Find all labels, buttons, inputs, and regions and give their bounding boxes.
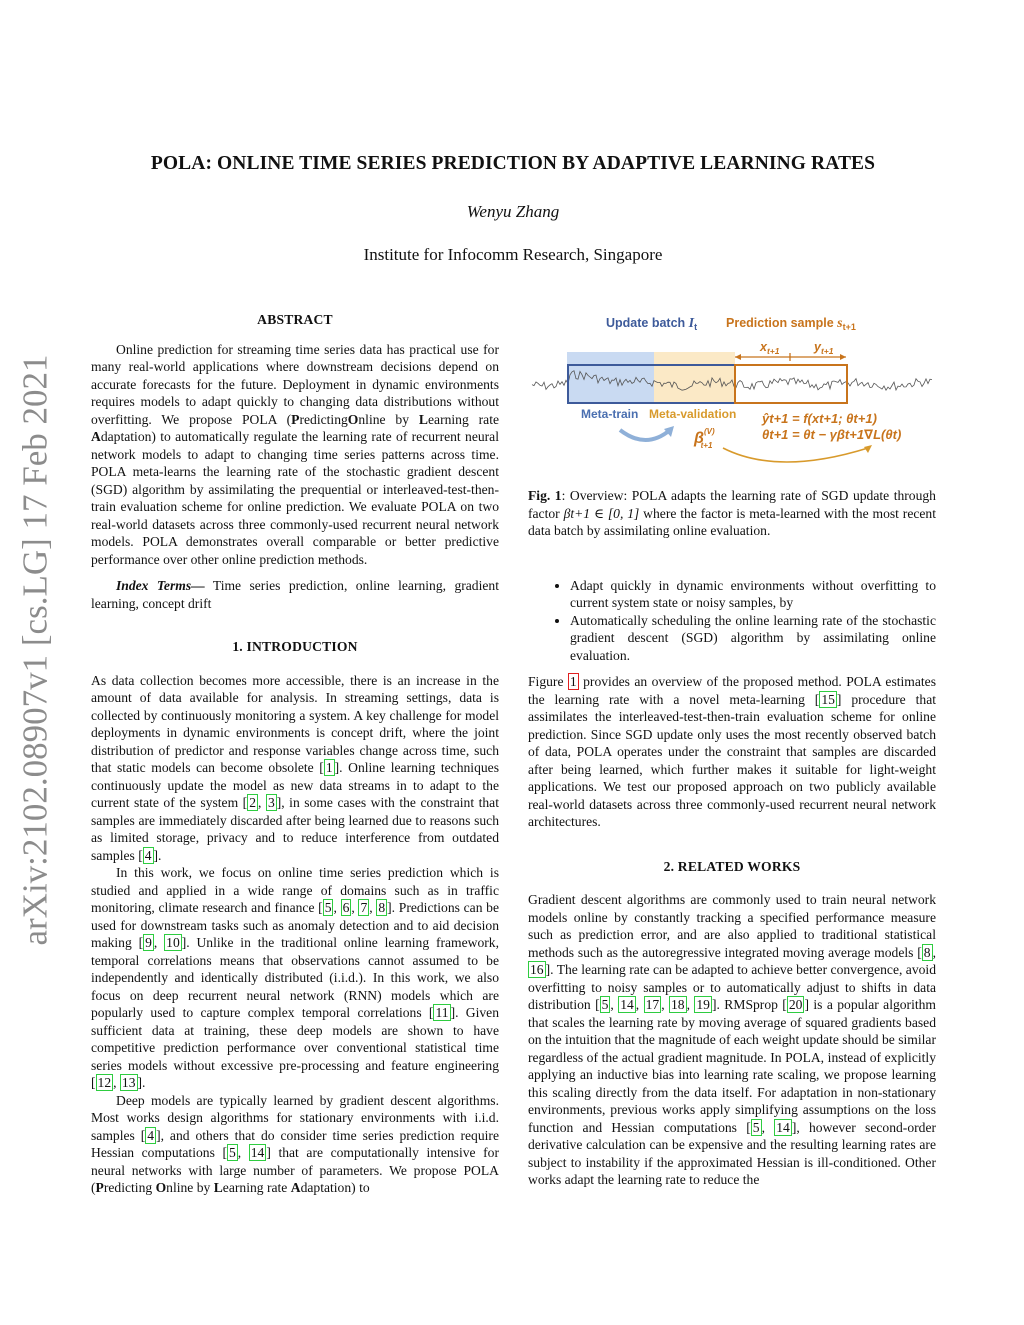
intro-paragraph-1: As data collection becomes more accessible, there is an increase in the amount of data available for analysis. In streaming settings, data is collected by continuously monitoring a system. A key challenge for model deployments in dynamic environments is concept drift, where the joint distribution of predictor and response variables change across time, such that static models can become obsolete [ 1 ]. Online learning techniques continuously update the model as new data streams in to adapt to the current state of the system [ 2 , 3 ], in some cases with the constraint that samples are immediately discarded after being learned due to reasons such as limited storage, privacy and to reduce interference from outdated samples [ 4 ]. [91,672,499,863]
abstract-heading: ABSTRACT [257,312,333,327]
citation-link[interactable]: 18 [670,997,685,1012]
citation-link[interactable]: 10 [166,935,180,950]
citation-link[interactable]: 16 [530,962,544,977]
related-paragraph: Gradient descent algorithms are commonly used to train neural network models online by constantly tracking a specified performance measure such as prediction error, and are also applied to traditional statistical methods such as the autoregressive integrated moving average models [ 8 , 16 ]. The learning rate can be adapted to achieve better convergence, avoid overfitting to noisy samples or to automatically adjust to shifts in data distribution [ 5 , 14 , 17 , 18 , 19 ]. RMSprop [ 20 ] is a popular algorithm that scales the learning rate by moving average of squared gradients based on the intuition that the magnitude of each weight update should be similar regardless of the actual gradient magnitude. In POLA, instead of explicitly applying an inductive bias into learning rate scaling, we propose learning this scaling directly from the data itself. For adaptation in non-stationary environments, previous works apply simplifying assumptions on the loss function and Hessian computations [ 5 , 14 ], however second-order derivative calculation can be expensive and the resulting learning rates are subject to instability if the approximated Hessian is ill-conditioned. Other works adapt the learning rate to reduce the [528,892,937,1187]
citation-link[interactable]: 14 [620,997,634,1012]
citation-link[interactable]: 8 [378,900,386,915]
citation-link[interactable]: 3 [267,795,275,810]
paper-title: POLA: ONLINE TIME SERIES PREDICTION BY ADAPTIVE LEARNING RATES [150,153,876,174]
meta-train-label: Meta-train [581,407,639,421]
citation-link[interactable]: 15 [821,691,835,707]
citation-link[interactable]: 5 [752,1119,760,1135]
intro-paragraph-3: Deep models are typically learned by gradient descent algorithms. Most works design algorithms for stationary environments with i.i.d. samples [ 4 ], and others that do consider time series prediction require Hessian computations [ 5 , 14 ] that are computationally intensive for neural networks with large number of parameters. We propose POLA (Predicting Online by Learning rate Adaptation) to [91,1092,500,1195]
citation-link[interactable]: 2 [249,795,257,810]
citation-link[interactable]: 20 [788,997,803,1012]
arrow-right-icon [840,354,846,360]
abstract-text: Online prediction for streaming time series data has practical use for many real-world applications where downstream decisions depend on accurate forecasts for the future. Deployment in dynamic environments requires models to adapt quickly to changing data distributions without overfitting. We propose POLA (PredictingOnline by Learning rate Adaptation) to automatically regulate the learning rate of recurrent neural network models to adapt to changing time series patterns across time. POLA meta-learns the learning rate of the stochastic gradient descent (SGD) algorithm by assimilating the prequential or interleaved-test-then-train evaluation scheme for online prediction. We evaluate POLA on two real-world datasets across three commonly-used recurrent neural network models. POLA demonstrates overall comparable or better predictive performance over other online prediction methods. [91,341,500,567]
citation-link[interactable]: 5 [601,997,609,1012]
intro-heading: 1. INTRODUCTION [232,639,358,654]
meta-validation-region [654,352,735,403]
citation-link[interactable]: 9 [145,935,152,950]
citation-link[interactable]: 8 [923,944,931,960]
citation-link[interactable]: 14 [250,1145,265,1160]
update-batch-label: Update batch $I_t$ [606,316,698,332]
citation-link[interactable]: 6 [342,900,350,915]
citation-link[interactable]: 13 [121,1075,136,1090]
arrow-left-icon [735,354,741,360]
contribution-list [528,577,936,665]
citation-link[interactable]: 5 [228,1145,236,1160]
x-label: $x_{t+1}$ [760,340,780,356]
list-item: • Adapt quickly in dynamic environments without overfitting to current system state or noisy samples, by [570,577,936,612]
citation-link[interactable]: 4 [144,847,152,863]
beta-label: $\beta^{(V)}$ t+1 [694,427,715,450]
author: Wenyu Zhang [466,202,560,221]
citation-link[interactable]: 17 [645,997,660,1012]
citation-link[interactable]: 19 [696,997,710,1012]
citation-link[interactable]: 4 [147,1127,155,1143]
meta-arrow [620,430,670,440]
citation-link[interactable]: 11 [435,1005,449,1020]
figure-caption: Fig. 1: Overview: POLA adapts the learning rate of SGD update through factor βt+1 ∈ [0, 1] where the factor is meta-learned with the most recent data batch by assimilating online evaluation. [528,488,936,538]
citation-link[interactable]: 14 [776,1119,790,1135]
update-arrow [723,448,868,462]
overview-paragraph: Figure 1 provides an overview of the proposed method. POLA estimates the learning rate with a novel meta-learning [ 15 ] procedure that assimilates the interleaved-test-then-train evaluation scheme for online prediction. Since SGD update only uses the most recently observed batch of data, POLA operates under the constraint that samples are discarded after being learned, which further makes it suitable for light-weight applications. We test our proposed approach on two publicly available real-world datasets across three commonly-used recurrent neural network architectures. [528,674,936,829]
update-equation: θt+1 = θt − γβt+1∇L(θt) [762,427,902,442]
intro-paragraph-2: In this work, we focus on online time series prediction which is studied and applied in a wide range of domains such as in traffic monitoring, climate research and finance [ 5 , 6 , 7 , 8 ]. Predictions can be used for downstream tasks such as anomaly detection and to aid decision making [ 9 , 10 ]. Unlike in the traditional online learning framework, temporal correlations means that observations cannot assumed to be independently and identically distributed (i.i.d.). In this work, we also focus on deep recurrent neural network (RNN) models which are popularly used to capture complex temporal correlations [ 11 ]. Given sufficient data at training, these deep models are shown to have competitive prediction performance over conventional statistical time series models without excessive pre-processing and feature engineering [ 12 , 13 ]. [91,865,500,1090]
arxiv-id: arXiv:2102.08907v1 [cs.LG] 17 Feb 2021 [16,354,56,946]
figure-link[interactable]: 1 [569,674,577,689]
list-item: • Automatically scheduling the online learning rate of the stochastic gradient descent (SGD) algorithm by assimilating online evaluation. [570,612,936,665]
related-heading: 2. RELATED WORKS [663,858,801,874]
prediction-equation: ŷt+1 = f(xt+1; θt+1) [762,411,877,426]
citation-link[interactable]: 5 [324,900,332,915]
prediction-sample-label: Prediction sample $s_{t+1}$ [726,316,856,332]
y-label: $y_{t+1}$ [814,340,834,356]
meta-validation-label: Meta-validation [649,407,737,421]
citation-link[interactable]: 7 [360,900,368,915]
citation-link[interactable]: 1 [325,760,333,775]
left-column [91,311,499,1197]
citation-link[interactable]: 12 [97,1075,112,1090]
right-column [528,487,936,1189]
affiliation: Institute for Infocomm Research, Singapore [363,245,663,264]
arxiv-stamp [14,355,58,945]
meta-train-region [567,352,654,403]
overview-figure [528,308,936,478]
index-terms: Index Terms— Time series prediction, online learning, gradient learning, concept drift [91,578,499,611]
